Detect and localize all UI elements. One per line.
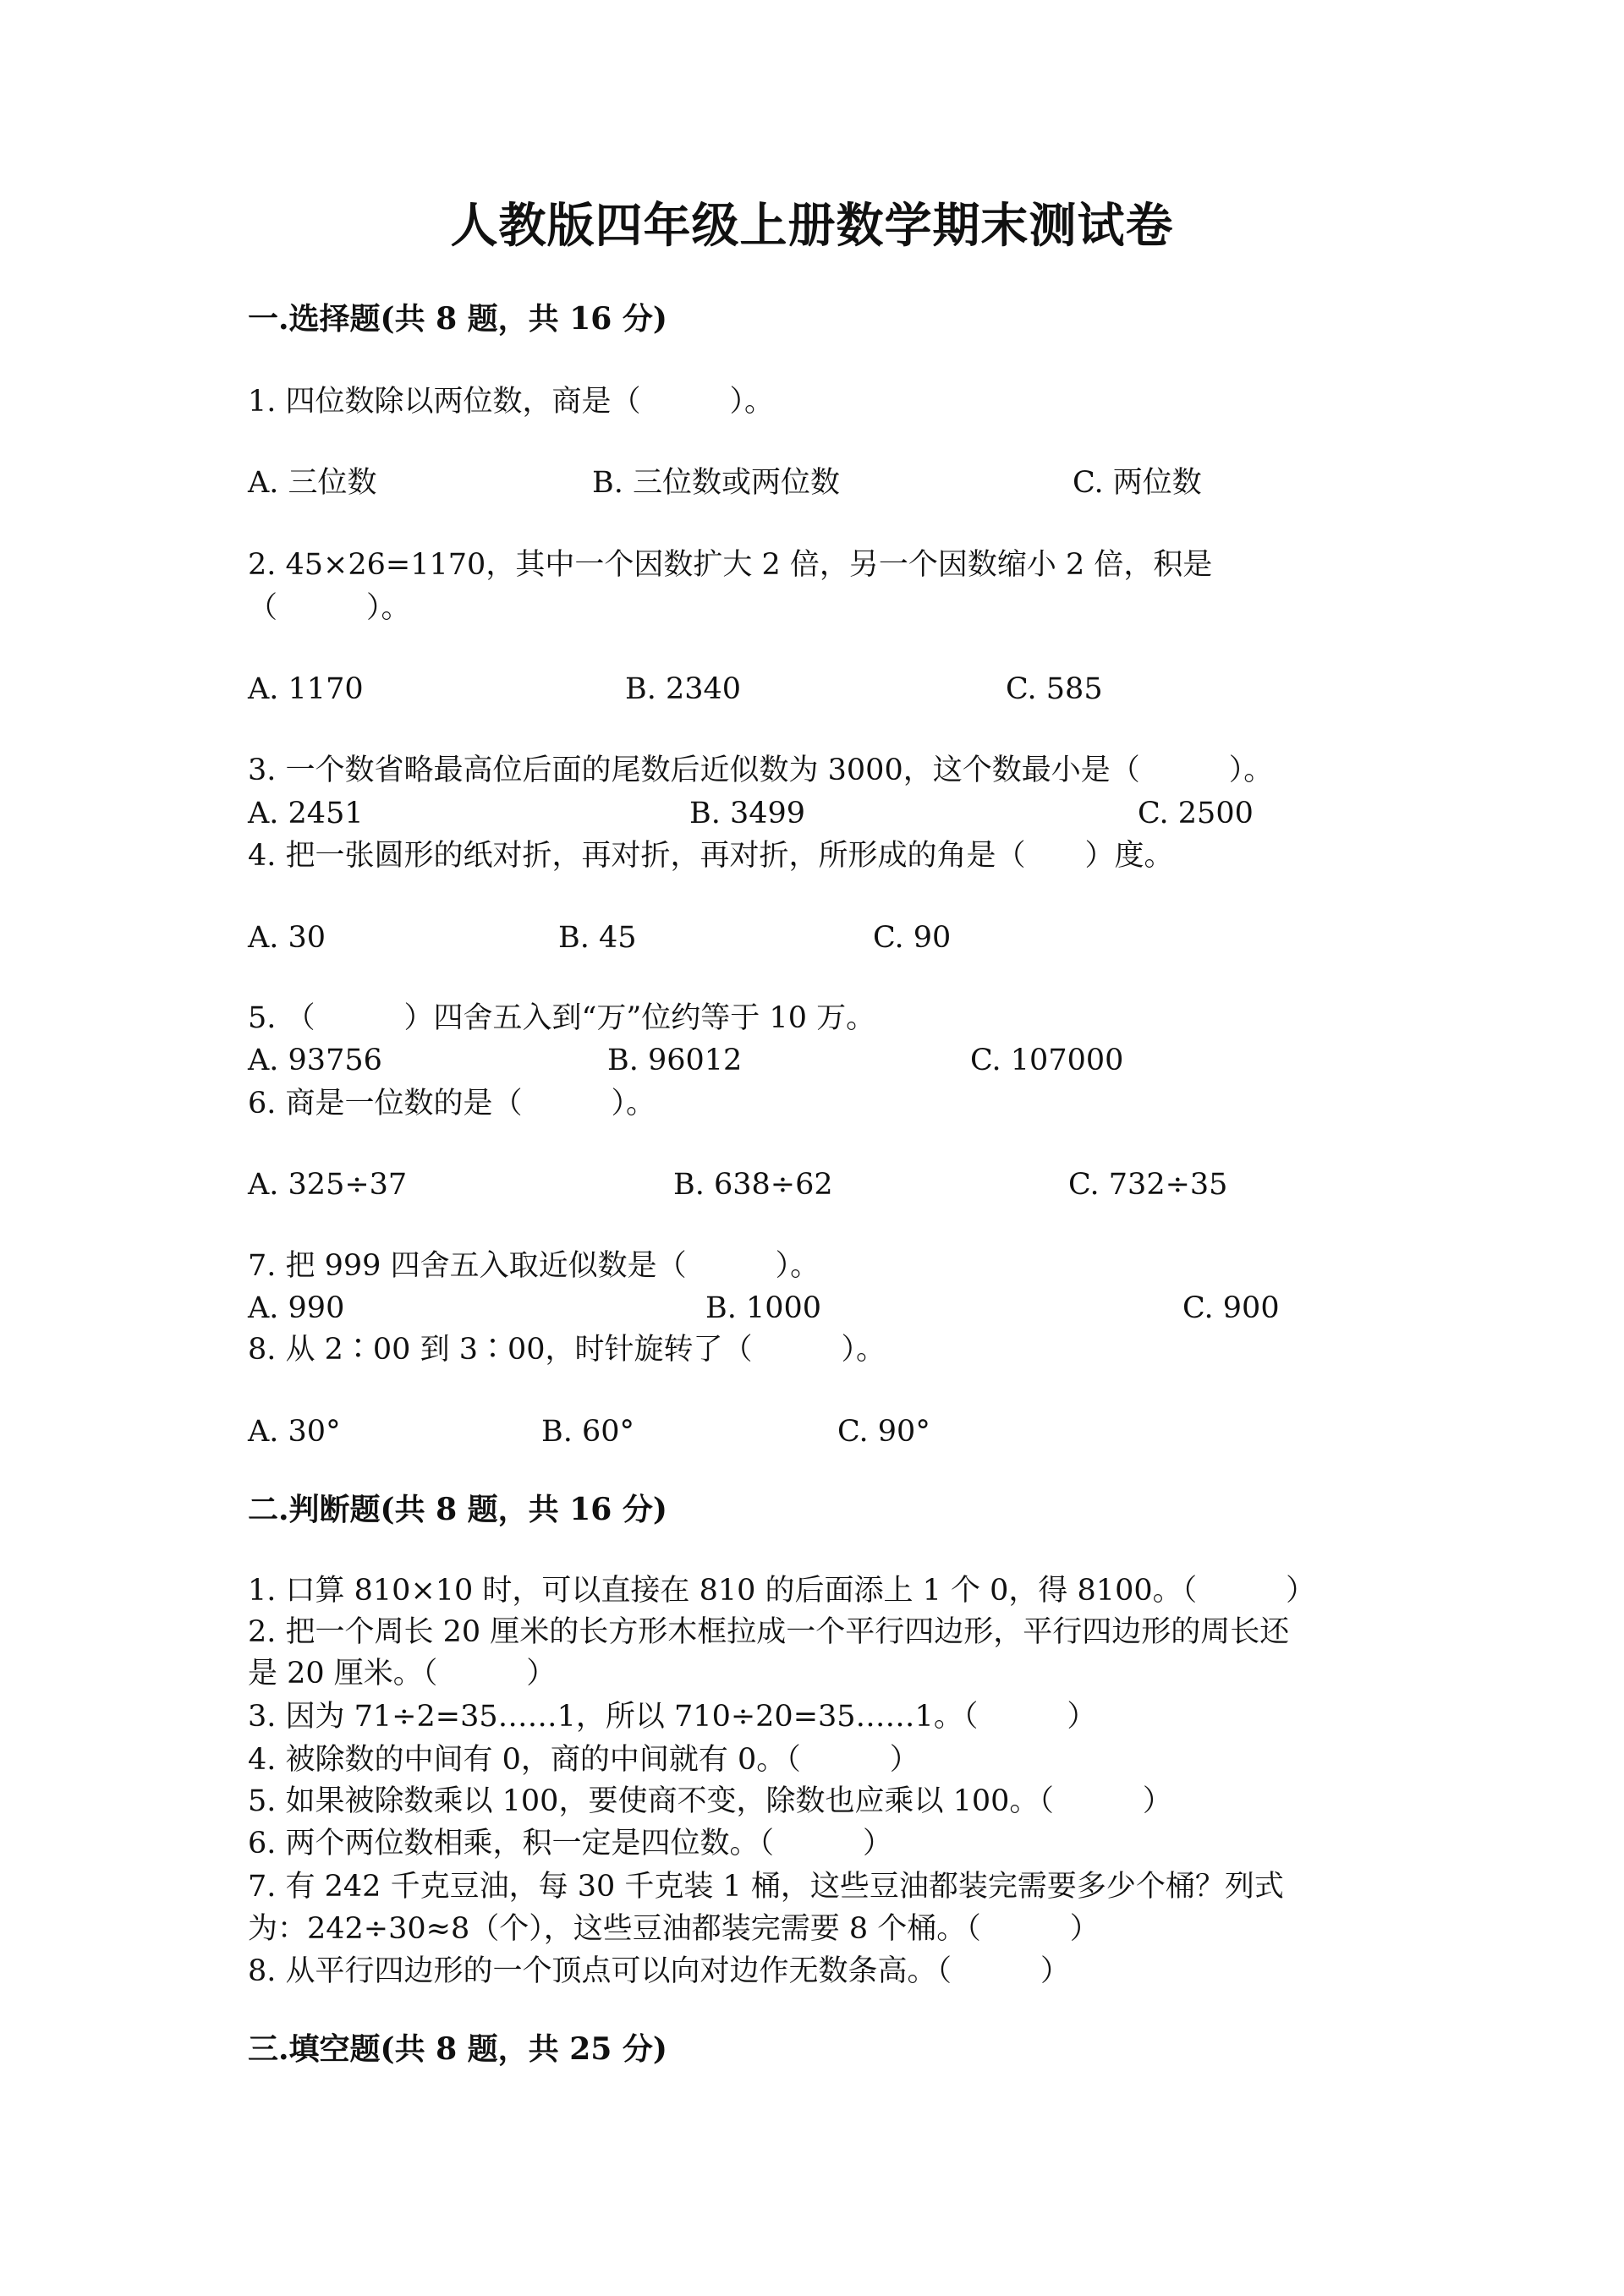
question-4-option-c: C. 90 (873, 921, 952, 955)
question-3-option-a: A. 2451 (248, 797, 364, 830)
exam-title: 人教版四年级上册数学期末测试卷 (450, 198, 1174, 254)
question-2-stem-line2: （ ）。 (248, 591, 411, 625)
judge-line-10: 8. 从平行四边形的一个顶点可以向对边作无数条高。（ ） (248, 1954, 1071, 1988)
judge-line-5: 4. 被除数的中间有 0，商的中间就有 0。（ ） (248, 1743, 919, 1777)
question-6-option-a: A. 325÷37 (248, 1168, 408, 1202)
section-heading-choice: 一.选择题(共 8 题，共 16 分) (248, 301, 667, 337)
question-1-option-c: C. 两位数 (1073, 466, 1202, 500)
question-3-option-b: B. 3499 (689, 797, 806, 830)
question-2-stem-line1: 2. 45×26=1170，其中一个因数扩大 2 倍，另一个因数缩小 2 倍，积是 (248, 548, 1213, 582)
question-5-option-a: A. 93756 (248, 1044, 382, 1077)
question-7-stem: 7. 把 999 四舍五入取近似数是（ ）。 (248, 1249, 820, 1283)
question-8-option-b: B. 60° (541, 1415, 635, 1449)
section-heading-judge: 二.判断题(共 8 题，共 16 分) (248, 1492, 667, 1527)
question-1-option-b: B. 三位数或两位数 (592, 466, 840, 500)
question-7-option-a: A. 990 (248, 1291, 345, 1325)
question-2-option-c: C. 585 (1006, 672, 1103, 706)
question-6-stem: 6. 商是一位数的是（ ）。 (248, 1087, 656, 1121)
question-1-option-a: A. 三位数 (248, 466, 377, 500)
question-2-option-a: A. 1170 (248, 672, 364, 706)
question-1-stem: 1. 四位数除以两位数，商是（ ）。 (248, 385, 775, 419)
question-6-option-c: C. 732÷35 (1068, 1168, 1228, 1202)
question-3-option-c: C. 2500 (1138, 797, 1254, 830)
question-6-option-b: B. 638÷62 (673, 1168, 833, 1202)
question-5-stem: 5. （ ）四舍五入到“万”位约等于 10 万。 (248, 1001, 876, 1035)
judge-line-1: 1. 口算 810×10 时，可以直接在 810 的后面添上 1 个 0，得 8100。（ ） (248, 1574, 1316, 1608)
judge-line-6: 5. 如果被除数乘以 100，要使商不变，除数也应乘以 100。（ ） (248, 1784, 1172, 1818)
judge-line-9: 为：242÷30≈8（个），这些豆油都装完需要 8 个桶。（ ） (248, 1912, 1100, 1946)
question-4-option-a: A. 30 (248, 921, 326, 955)
question-3-stem: 3. 一个数省略最高位后面的尾数后近似数为 3000，这个数最小是（ ）。 (248, 753, 1274, 787)
question-7-option-b: B. 1000 (705, 1291, 822, 1325)
question-8-option-c: C. 90° (837, 1415, 930, 1449)
question-8-stem: 8. 从 2∶00 到 3∶00，时针旋转了（ ）。 (248, 1333, 886, 1367)
section-heading-fill: 三.填空题(共 8 题，共 25 分) (248, 2031, 667, 2067)
question-7-option-c: C. 900 (1182, 1291, 1280, 1325)
question-8-option-a: A. 30° (248, 1415, 341, 1449)
question-5-option-c: C. 107000 (970, 1044, 1124, 1077)
question-5-option-b: B. 96012 (607, 1044, 743, 1077)
question-4-option-b: B. 45 (558, 921, 637, 955)
judge-line-3: 是 20 厘米。（ ） (248, 1657, 557, 1690)
judge-line-2: 2. 把一个周长 20 厘米的长方形木框拉成一个平行四边形，平行四边形的周长还 (248, 1615, 1290, 1649)
judge-line-7: 6. 两个两位数相乘，积一定是四位数。（ ） (248, 1827, 893, 1860)
question-4-stem: 4. 把一张圆形的纸对折，再对折，再对折，所形成的角是（ ）度。 (248, 839, 1174, 873)
judge-line-8: 7. 有 242 千克豆油，每 30 千克装 1 桶，这些豆油都装完需要多少个桶？列式 (248, 1870, 1284, 1904)
question-2-option-b: B. 2340 (625, 672, 742, 706)
judge-line-4: 3. 因为 71÷2=35……1，所以 710÷20=35……1。（ ） (248, 1700, 1097, 1734)
